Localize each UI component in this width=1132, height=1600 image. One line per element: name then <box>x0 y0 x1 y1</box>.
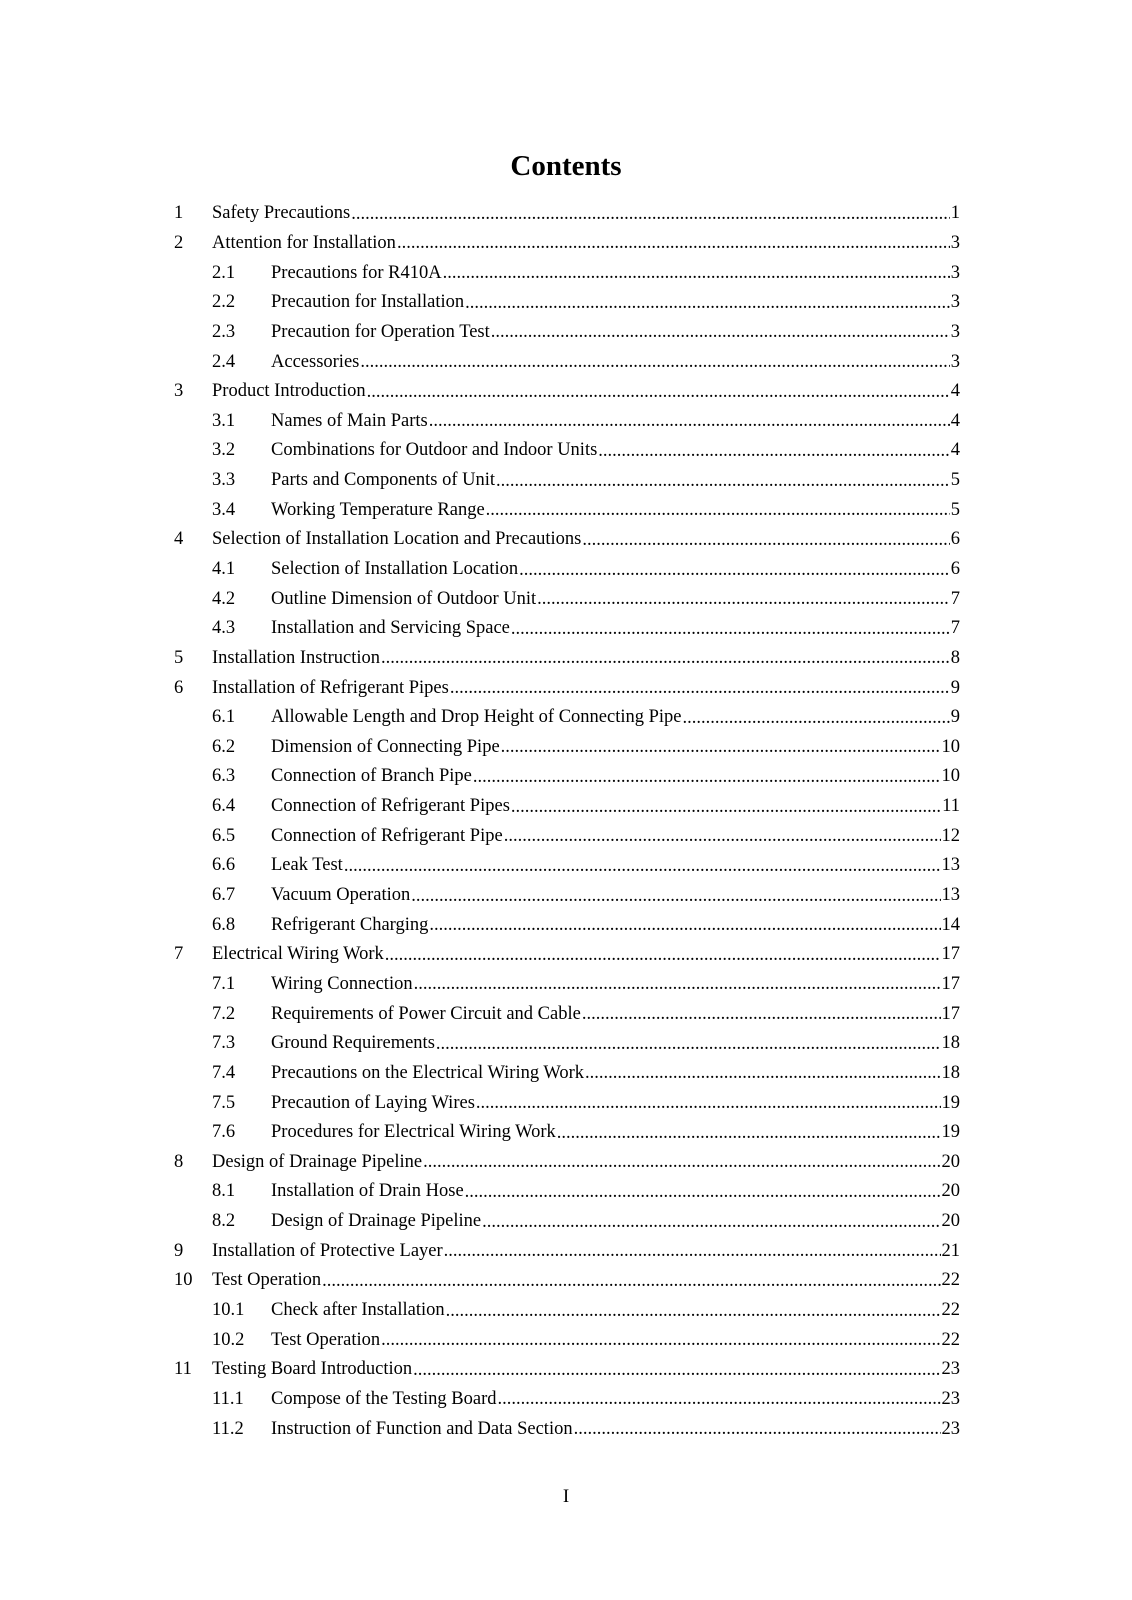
toc-entry-title: Working Temperature Range <box>271 499 485 520</box>
toc-entry-title: Procedures for Electrical Wiring Work <box>271 1122 556 1143</box>
toc-section-entry[interactable] <box>174 792 960 822</box>
toc-entry-number: 8.1 <box>212 1181 236 1202</box>
toc-entry-title: Selection of Installation Location <box>271 559 519 579</box>
toc-entry-number: 3.3 <box>212 470 236 491</box>
toc-entry-page: 4 <box>950 410 960 431</box>
toc-entry-title: Precautions for R410A <box>271 262 442 283</box>
toc-entry-number: 11.1 <box>212 1388 244 1409</box>
toc-chapter-entry[interactable] <box>174 673 960 703</box>
toc-entry-title: Installation of Refrigerant Pipes <box>212 677 449 698</box>
toc-section-entry[interactable] <box>174 999 960 1029</box>
toc-dot-leader <box>496 470 950 492</box>
toc-entry-title: Attention for Installation <box>212 232 396 253</box>
toc-entry-number: 6.8 <box>212 914 236 935</box>
toc-entry-title: Test Operation <box>212 1270 322 1291</box>
toc-entry-number: 10.2 <box>212 1329 245 1350</box>
toc-section-entry[interactable] <box>174 347 960 377</box>
page-number-footer: I <box>562 1486 570 1507</box>
toc-entry-number: 11.2 <box>212 1418 244 1439</box>
toc-section-entry[interactable] <box>174 258 960 288</box>
toc-chapter-entry[interactable] <box>174 377 960 407</box>
toc-chapter-entry[interactable] <box>174 199 960 229</box>
toc-entry-page: 13 <box>941 855 960 876</box>
toc-entry-title: Safety Precautions <box>212 203 351 224</box>
toc-entry-page: 1 <box>950 203 960 224</box>
toc-entry-page: 20 <box>941 1151 960 1172</box>
toc-entry-page: 19 <box>941 1092 960 1113</box>
toc-entry-page: 23 <box>941 1388 960 1409</box>
toc-section-entry[interactable] <box>174 614 960 644</box>
toc-entry-number: 7.2 <box>212 1003 236 1024</box>
toc-entry-title: Precaution for Installation <box>271 292 465 313</box>
toc-section-entry[interactable] <box>174 1118 960 1148</box>
toc-dot-leader <box>450 677 950 699</box>
toc-entry-page: 6 <box>950 559 960 579</box>
toc-entry-title: Vacuum Operation <box>271 885 411 906</box>
toc-entry-title: Installation of Drain Hose <box>271 1181 464 1202</box>
toc-dot-leader <box>465 292 950 314</box>
toc-dot-leader <box>582 529 949 551</box>
toc-entry-number: 6.6 <box>212 855 236 876</box>
toc-entry-page: 22 <box>941 1329 960 1350</box>
toc-entry-number: 4.2 <box>212 588 236 609</box>
toc-entry-page: 18 <box>941 1062 960 1083</box>
toc-entry-number: 2.3 <box>212 321 236 342</box>
toc-dot-leader <box>501 736 941 758</box>
toc-dot-leader <box>511 796 941 818</box>
toc-section-entry[interactable] <box>174 1296 960 1326</box>
toc-dot-leader <box>367 381 950 403</box>
toc-entry-title: Testing Board Introduction <box>212 1359 413 1380</box>
toc-dot-leader <box>497 1388 940 1410</box>
toc-entry-page: 3 <box>950 292 960 313</box>
toc-entry-number: 7.6 <box>212 1122 236 1143</box>
toc-entry-number: 2 <box>174 232 184 253</box>
toc-entry-title: Ground Requirements <box>271 1033 435 1054</box>
toc-section-entry[interactable] <box>174 733 960 763</box>
toc-entry-number: 1 <box>174 203 184 224</box>
toc-entry-page: 10 <box>941 766 960 787</box>
toc-chapter-entry[interactable] <box>174 1148 960 1178</box>
toc-section-entry[interactable] <box>174 851 960 881</box>
toc-entry-title: Requirements of Power Circuit and Cable <box>271 1003 581 1024</box>
toc-entry-title: Names of Main Parts <box>271 410 428 431</box>
toc-entry-page: 17 <box>941 944 960 965</box>
toc-entry-number: 3.2 <box>212 440 236 461</box>
toc-dot-leader <box>473 766 941 788</box>
toc-dot-leader <box>360 351 949 373</box>
toc-entry-page: 23 <box>941 1359 960 1380</box>
toc-chapter-entry[interactable] <box>174 1355 960 1385</box>
toc-dot-leader <box>519 559 950 581</box>
toc-section-entry[interactable] <box>174 406 960 436</box>
toc-dot-leader <box>429 410 950 432</box>
toc-entry-number: 3.1 <box>212 410 236 431</box>
toc-entry-page: 11 <box>942 796 960 817</box>
toc-chapter-entry[interactable] <box>174 525 960 555</box>
toc-entry-page: 22 <box>941 1300 960 1321</box>
toc-section-entry[interactable] <box>174 881 960 911</box>
page-title: Contents <box>510 150 622 182</box>
toc-section-entry[interactable] <box>174 1414 960 1444</box>
toc-dot-leader <box>465 1181 941 1203</box>
toc-dot-leader <box>444 1240 941 1262</box>
toc-dot-leader <box>413 1359 940 1381</box>
toc-entry-number: 4.1 <box>212 559 236 579</box>
toc-entry-number: 6.5 <box>212 825 236 846</box>
toc-section-entry[interactable] <box>174 762 960 792</box>
toc-entry-title: Selection of Installation Location and Precautions <box>212 529 582 550</box>
toc-dot-leader <box>585 1062 940 1084</box>
toc-entry-page: 3 <box>950 232 960 253</box>
toc-entry-title: Installation Instruction <box>212 647 381 668</box>
toc-section-entry[interactable] <box>174 1207 960 1237</box>
toc-entry-title: Precaution for Operation Test <box>271 321 490 342</box>
toc-entry-number: 10 <box>174 1270 193 1291</box>
toc-entry-number: 4 <box>174 529 184 550</box>
toc-entry-number: 8 <box>174 1151 184 1172</box>
toc-dot-leader <box>482 1211 940 1233</box>
toc-section-entry[interactable] <box>174 584 960 614</box>
toc-entry-page: 7 <box>950 588 960 609</box>
toc-section-entry[interactable] <box>174 555 960 585</box>
toc-entry-page: 23 <box>941 1418 960 1439</box>
toc-entry-number: 6 <box>174 677 184 698</box>
toc-section-entry[interactable] <box>174 703 960 733</box>
toc-entry-title: Connection of Refrigerant Pipes <box>271 796 510 817</box>
toc-entry-page: 12 <box>941 825 960 846</box>
toc-dot-leader <box>381 1329 940 1351</box>
toc-entry-page: 13 <box>941 885 960 906</box>
toc-section-entry[interactable] <box>174 1088 960 1118</box>
toc-entry-number: 3 <box>174 381 184 402</box>
toc-section-entry[interactable] <box>174 821 960 851</box>
toc-dot-leader <box>414 973 941 995</box>
toc-entry-title: Refrigerant Charging <box>271 914 429 935</box>
toc-entry-title: Electrical Wiring Work <box>212 944 384 965</box>
toc-section-entry[interactable] <box>174 1059 960 1089</box>
toc-entry-number: 7 <box>174 944 184 965</box>
toc-entry-number: 6.4 <box>212 796 236 817</box>
toc-dot-leader <box>582 1003 941 1025</box>
toc-dot-leader <box>683 707 950 729</box>
toc-entry-number: 10.1 <box>212 1300 245 1321</box>
toc-entry-number: 7.4 <box>212 1062 236 1083</box>
toc-entry-number: 9 <box>174 1240 184 1261</box>
toc-entry-title: Installation and Servicing Space <box>271 618 510 639</box>
toc-entry-number: 2.4 <box>212 351 236 372</box>
toc-dot-leader <box>574 1418 941 1440</box>
toc-entry-page: 3 <box>950 351 960 372</box>
toc-entry-page: 21 <box>941 1240 960 1261</box>
toc-entry-title: Outline Dimension of Outdoor Unit <box>271 588 537 609</box>
toc-entry-number: 5 <box>174 647 184 668</box>
toc-entry-page: 14 <box>941 914 960 935</box>
toc-entry-title: Product Introduction <box>212 381 366 402</box>
toc-dot-leader <box>322 1270 940 1292</box>
toc-section-entry[interactable] <box>174 495 960 525</box>
toc-entry-page: 7 <box>950 618 960 639</box>
toc-entry-title: Allowable Length and Drop Height of Connecting Pipe <box>271 707 682 728</box>
toc-entry-page: 3 <box>950 262 960 283</box>
toc-section-entry[interactable] <box>174 288 960 318</box>
toc-dot-leader <box>423 1151 940 1173</box>
toc-entry-number: 2.1 <box>212 262 236 283</box>
toc-dot-leader <box>351 203 950 225</box>
toc-section-entry[interactable] <box>174 436 960 466</box>
toc-chapter-entry[interactable] <box>174 229 960 259</box>
toc-dot-leader <box>344 855 941 877</box>
toc-dot-leader <box>504 825 941 847</box>
toc-entry-number: 3.4 <box>212 499 236 520</box>
toc-entry-page: 17 <box>941 1003 960 1024</box>
toc-section-entry[interactable] <box>174 1385 960 1415</box>
toc-entry-page: 5 <box>950 470 960 491</box>
toc-entry-title: Leak Test <box>271 855 343 876</box>
toc-entry-number: 6.7 <box>212 885 236 906</box>
toc-section-entry[interactable] <box>174 1029 960 1059</box>
toc-section-entry[interactable] <box>174 910 960 940</box>
toc-entry-page: 17 <box>941 973 960 994</box>
toc-entry-page: 22 <box>941 1270 960 1291</box>
toc-chapter-entry[interactable] <box>174 1236 960 1266</box>
toc-entry-title: Design of Drainage Pipeline <box>212 1151 423 1172</box>
toc-entry-page: 3 <box>950 321 960 342</box>
toc-entry-title: Design of Drainage Pipeline <box>271 1211 482 1232</box>
toc-dot-leader <box>381 647 950 669</box>
toc-entry-page: 20 <box>941 1211 960 1232</box>
toc-entry-title: Installation of Protective Layer <box>212 1240 443 1261</box>
toc-entry-page: 9 <box>950 677 960 698</box>
toc-entry-page: 4 <box>950 440 960 461</box>
toc-section-entry[interactable] <box>174 1177 960 1207</box>
toc-entry-page: 19 <box>941 1122 960 1143</box>
toc-dot-leader <box>491 321 950 343</box>
toc-entry-title: Check after Installation <box>271 1300 445 1321</box>
toc-dot-leader <box>397 232 950 254</box>
toc-dot-leader <box>537 588 950 610</box>
toc-entry-number: 7.5 <box>212 1092 236 1113</box>
toc-entry-number: 6.2 <box>212 736 236 757</box>
toc-entry-page: 10 <box>941 736 960 757</box>
toc-entry-title: Compose of the Testing Board <box>271 1388 497 1409</box>
toc-section-entry[interactable] <box>174 970 960 1000</box>
toc-section-entry[interactable] <box>174 466 960 496</box>
toc-entry-title: Dimension of Connecting Pipe <box>271 736 500 757</box>
toc-entry-page: 4 <box>950 381 960 402</box>
toc-entry-title: Connection of Branch Pipe <box>271 766 472 787</box>
toc-entry-title: Instruction of Function and Data Section <box>271 1418 573 1439</box>
toc-dot-leader <box>429 914 940 936</box>
toc-chapter-entry[interactable] <box>174 940 960 970</box>
toc-dot-leader <box>511 618 950 640</box>
toc-dot-leader <box>476 1092 941 1114</box>
toc-entry-title: Accessories <box>271 351 360 372</box>
toc-entry-number: 11 <box>174 1359 192 1380</box>
toc-entry-title: Connection of Refrigerant Pipe <box>271 825 503 846</box>
toc-entry-page: 9 <box>950 707 960 728</box>
toc-entry-page: 5 <box>950 499 960 520</box>
toc-entry-number: 2.2 <box>212 292 236 313</box>
toc-dot-leader <box>385 944 941 966</box>
toc-dot-leader <box>446 1300 941 1322</box>
toc-entry-page: 20 <box>941 1181 960 1202</box>
toc-entry-number: 6.1 <box>212 707 236 728</box>
toc-entry-number: 8.2 <box>212 1211 236 1232</box>
toc-entry-title: Test Operation <box>271 1329 381 1350</box>
toc-chapter-entry[interactable] <box>174 1266 960 1296</box>
toc-entry-page: 18 <box>941 1033 960 1054</box>
toc-chapter-entry[interactable] <box>174 644 960 674</box>
toc-dot-leader <box>411 885 940 907</box>
toc-entry-title: Combinations for Outdoor and Indoor Units <box>271 440 598 461</box>
toc-dot-leader <box>598 440 949 462</box>
toc-entry-number: 6.3 <box>212 766 236 787</box>
toc-entry-title: Precaution of Laying Wires <box>271 1092 475 1113</box>
toc-entry-number: 7.1 <box>212 973 236 994</box>
toc-entry-page: 6 <box>950 529 960 550</box>
toc-entry-title: Parts and Components of Unit <box>271 470 496 491</box>
toc-entry-title: Precautions on the Electrical Wiring Work <box>271 1062 585 1083</box>
toc-dot-leader <box>557 1122 941 1144</box>
toc-entry-title: Wiring Connection <box>271 973 413 994</box>
toc-dot-leader <box>443 262 950 284</box>
toc-dot-leader <box>486 499 950 521</box>
toc-entry-number: 7.3 <box>212 1033 236 1054</box>
table-of-contents <box>174 199 960 1444</box>
toc-dot-leader <box>436 1033 941 1055</box>
toc-entry-number: 4.3 <box>212 618 236 639</box>
toc-entry-page: 8 <box>950 647 960 668</box>
toc-section-entry[interactable] <box>174 1325 960 1355</box>
toc-section-entry[interactable] <box>174 318 960 348</box>
